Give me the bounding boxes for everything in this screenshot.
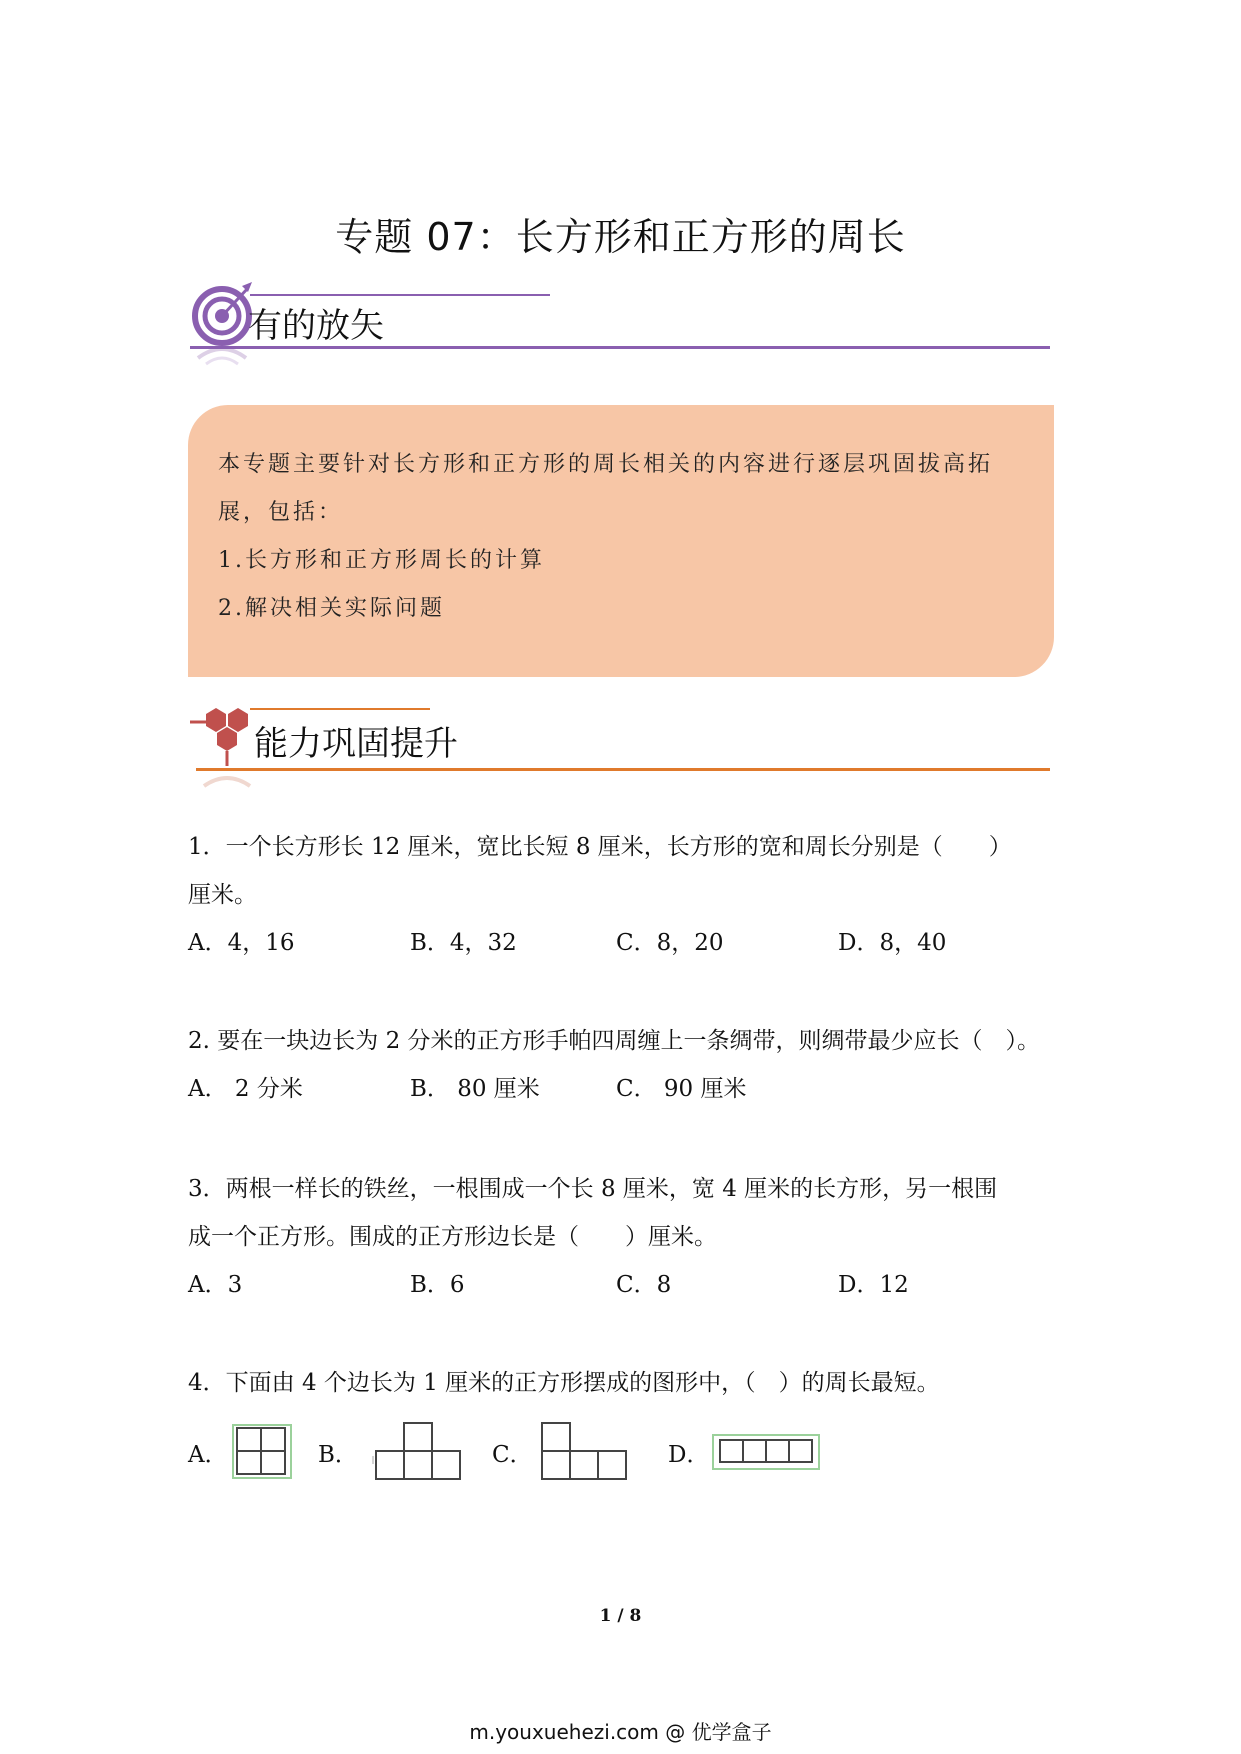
figure-c-l-shape — [538, 1420, 638, 1486]
question-4-option-c: C． — [492, 1442, 533, 1468]
question-4-option-d: D． — [668, 1442, 710, 1468]
footer-watermark[interactable]: m.youxuehezi.com @ 优学盒子 — [469, 1720, 772, 1744]
question-2-option-a: A． 2 分米 — [188, 1076, 303, 1102]
section-header-1-topline — [250, 294, 550, 296]
question-3-option-d: D．12 — [838, 1272, 909, 1298]
question-2-option-b: B． 80 厘米 — [410, 1076, 540, 1102]
summary-line: 本专题主要针对长方形和正方形的周长相关的内容进行逐层巩固拔高拓 — [218, 452, 994, 477]
question-1-option-c: C．8，20 — [616, 930, 724, 956]
page-number: 1 / 8 — [599, 1606, 642, 1626]
question-1-line: 1．一个长方形长 12 厘米，宽比长短 8 厘米，长方形的宽和周长分别是（ ） — [188, 834, 1012, 860]
summary-line: 1.长方形和正方形周长的计算 — [218, 548, 545, 573]
question-3-line: 3．两根一样长的铁丝，一根围成一个长 8 厘米，宽 4 厘米的长方形，另一根围 — [188, 1176, 998, 1202]
section-header-2 — [190, 700, 1050, 800]
page-title: 专题 07：长方形和正方形的周长 — [335, 215, 906, 259]
question-4-option-b: B． — [318, 1442, 358, 1468]
figure-d-row — [712, 1434, 822, 1474]
question-1-option-a: A．4，16 — [188, 930, 295, 956]
question-3-line: 成一个正方形。围成的正方形边长是（ ）厘米。 — [188, 1224, 717, 1250]
question-4-option-a: A． — [188, 1442, 228, 1468]
section-header-2-topline — [250, 708, 430, 710]
question-1-option-d: D．8，40 — [838, 930, 947, 956]
question-1-line: 厘米。 — [188, 882, 257, 908]
question-2-option-c: C． 90 厘米 — [616, 1076, 747, 1102]
section-divider-2 — [196, 768, 1050, 771]
figure-b-t-shape — [372, 1420, 472, 1486]
section-divider-1 — [190, 346, 1050, 349]
section-title-2: 能力巩固提升 — [254, 724, 458, 764]
question-3-option-a: A．3 — [188, 1272, 243, 1298]
question-2-line: 2. 要在一块边长为 2 分米的正方形手帕四周缠上一条绸带，则绸带最少应长（ ）。 — [188, 1028, 1041, 1054]
question-3-option-c: C．8 — [616, 1272, 672, 1298]
section-header-1 — [190, 280, 1050, 380]
hexagon-icon — [190, 700, 260, 800]
question-4-line: 4．下面由 4 个边长为 1 厘米的正方形摆成的图形中，（ ）的周长最短。 — [188, 1370, 940, 1396]
summary-box — [188, 405, 1054, 677]
summary-line: 展，包括： — [218, 500, 344, 525]
figure-a-square-grid — [232, 1424, 294, 1480]
summary-line: 2.解决相关实际问题 — [218, 596, 445, 621]
question-1-option-b: B．4，32 — [410, 930, 517, 956]
question-3-option-b: B．6 — [410, 1272, 465, 1298]
section-title-1: 有的放矢 — [248, 306, 384, 346]
